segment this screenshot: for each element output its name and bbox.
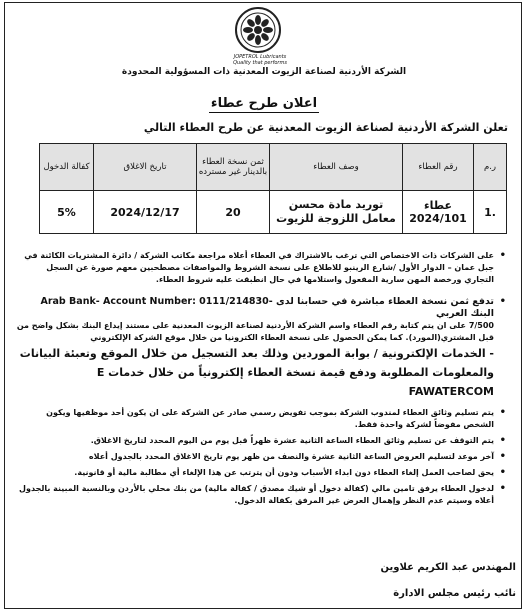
- tender-table: [39, 143, 507, 234]
- col-header-description: وصف العطاء: [270, 144, 403, 191]
- condition-item: • على الشركات ذات الاختصاص التي ترغب بالاشتراك في العطاء أعلاه مراجعة مكاتب الشركة / دائرة المشتريات الكائنة في جبل عمان – الدوار الأول /شارع الرينبو للاطلاع على نسخة الشروط والمواصفات مصطحبين معهم صورة عن السجل التجاري ورخصة المهن سارية المفعول واستلامها في حال انطبقت عليه شروط العطاء.: [14, 250, 506, 286]
- cell-number: [403, 191, 474, 234]
- condition-item: • يتم التوقف عن تسليم وثائق العطاء الساعة الثانية عشرة ظهراً قبل يوم من اليوم المحدد لتاريخ الاغلاق.: [14, 435, 506, 447]
- cell-bond: 5%: [40, 191, 94, 234]
- condition-item: • لدخول العطاء يرفق تامين مالي (كفالة دخول أو شيك مصدق / كفالة مالية) من بنك محلي بالأردن وبالنسبة المبينة بالجدول أعلاه وسيتم عدم النظر وإهمال العرض غير المرفق بكفالة الدخول.: [14, 483, 506, 507]
- bank-account-line: • Arab Bank- Account Number: 0111/214830- تدفع ثمن نسخة العطاء مباشرة في حسابنا لدى البنك العربي: [40, 296, 494, 319]
- col-header-index: ر.م: [474, 144, 507, 191]
- company-logo-icon: [229, 6, 287, 58]
- announcement-title-wrap: [0, 92, 528, 111]
- cell-description: توريد مادة محسن معامل اللزوجة للزيوت: [270, 191, 403, 234]
- condition-item-payment: [14, 296, 506, 401]
- condition-item: • يحق لصاحب العمل إلغاء العطاء دون ابداء الأسباب ودون أن يترتب عن هذا الإلغاء أي مطالبة مالية أو قانونية.: [14, 467, 506, 479]
- intro-text: تعلن الشركة الأردنية لصناعة الزيوت المعدنية عن طرح العطاء التالي: [143, 121, 508, 134]
- company-name: الشركة الأردنية لصناعة الزيوت المعدنية ذات المسؤولية المحدودة: [121, 67, 407, 77]
- col-header-bond: كفالة الدخول: [40, 144, 94, 191]
- col-header-price: ثمن نسخة العطاء بالدينار غير مسترده: [197, 144, 270, 191]
- payment-text: 7/500 على ان يتم كتابة رقم العطاء واسم الشركة الأردنية لصناعة الزيوت المعدنية على مستند إيداع البنك بشكل واضح من قبل المشتري(المورد). كما يمكن الحصول على نسخة العطاء الكترونيا من خلال موقع الشركة الإلكتروني: [16, 321, 494, 342]
- condition-item: • آخر موعد لتسليم العروض الساعة الثانية عشرة والنصف من ظهر يوم تاريخ الاغلاق المحدد بالجدول أعلاه: [14, 451, 506, 463]
- col-header-closing-date: تاريخ الاغلاق: [94, 144, 197, 191]
- logo-caption: [200, 54, 320, 66]
- cell-index: .1: [474, 191, 507, 234]
- signature-position: نائب رئيس مجلس الادارة: [393, 588, 516, 599]
- logo-caption-line1: JOPETROL Lubricants: [233, 54, 287, 60]
- signature-name: المهندس عبد الكريم علاوين: [380, 562, 516, 573]
- cell-closing-date: 2024/12/17: [94, 191, 197, 234]
- table-row: [40, 191, 507, 234]
- payment-efawatercom-line: والمعلومات المطلوبة ودفع قيمة نسخة العطاء إلكترونياً من خلال خدمات E FAWATERCOM: [96, 366, 494, 398]
- cell-price: 20: [197, 191, 270, 234]
- col-header-number: رقم العطاء: [403, 144, 474, 191]
- announcement-title: اعلان طرح عطاء: [210, 96, 318, 111]
- table-header-row: [40, 144, 507, 191]
- cell-number-label: عطاء: [424, 199, 452, 212]
- logo-caption-line2: Quality that performs: [233, 60, 287, 66]
- condition-item: • يتم تسليم وثائق العطاء لمندوب الشركة بموجب تفويض رسمي صادر عن الشركة على ان يكون أحد موظفيها ويكون الشخص مفوضاً لشركة واحدة فقط.: [14, 407, 506, 431]
- conditions-list: [14, 250, 506, 511]
- cell-number-value: 2024/101: [409, 212, 467, 225]
- payment-portal-line: - الخدمات الإلكترونية / بوابة الموردين وذلك بعد التسجيل من خلال الموقع وتعبئة البيانات: [19, 347, 494, 360]
